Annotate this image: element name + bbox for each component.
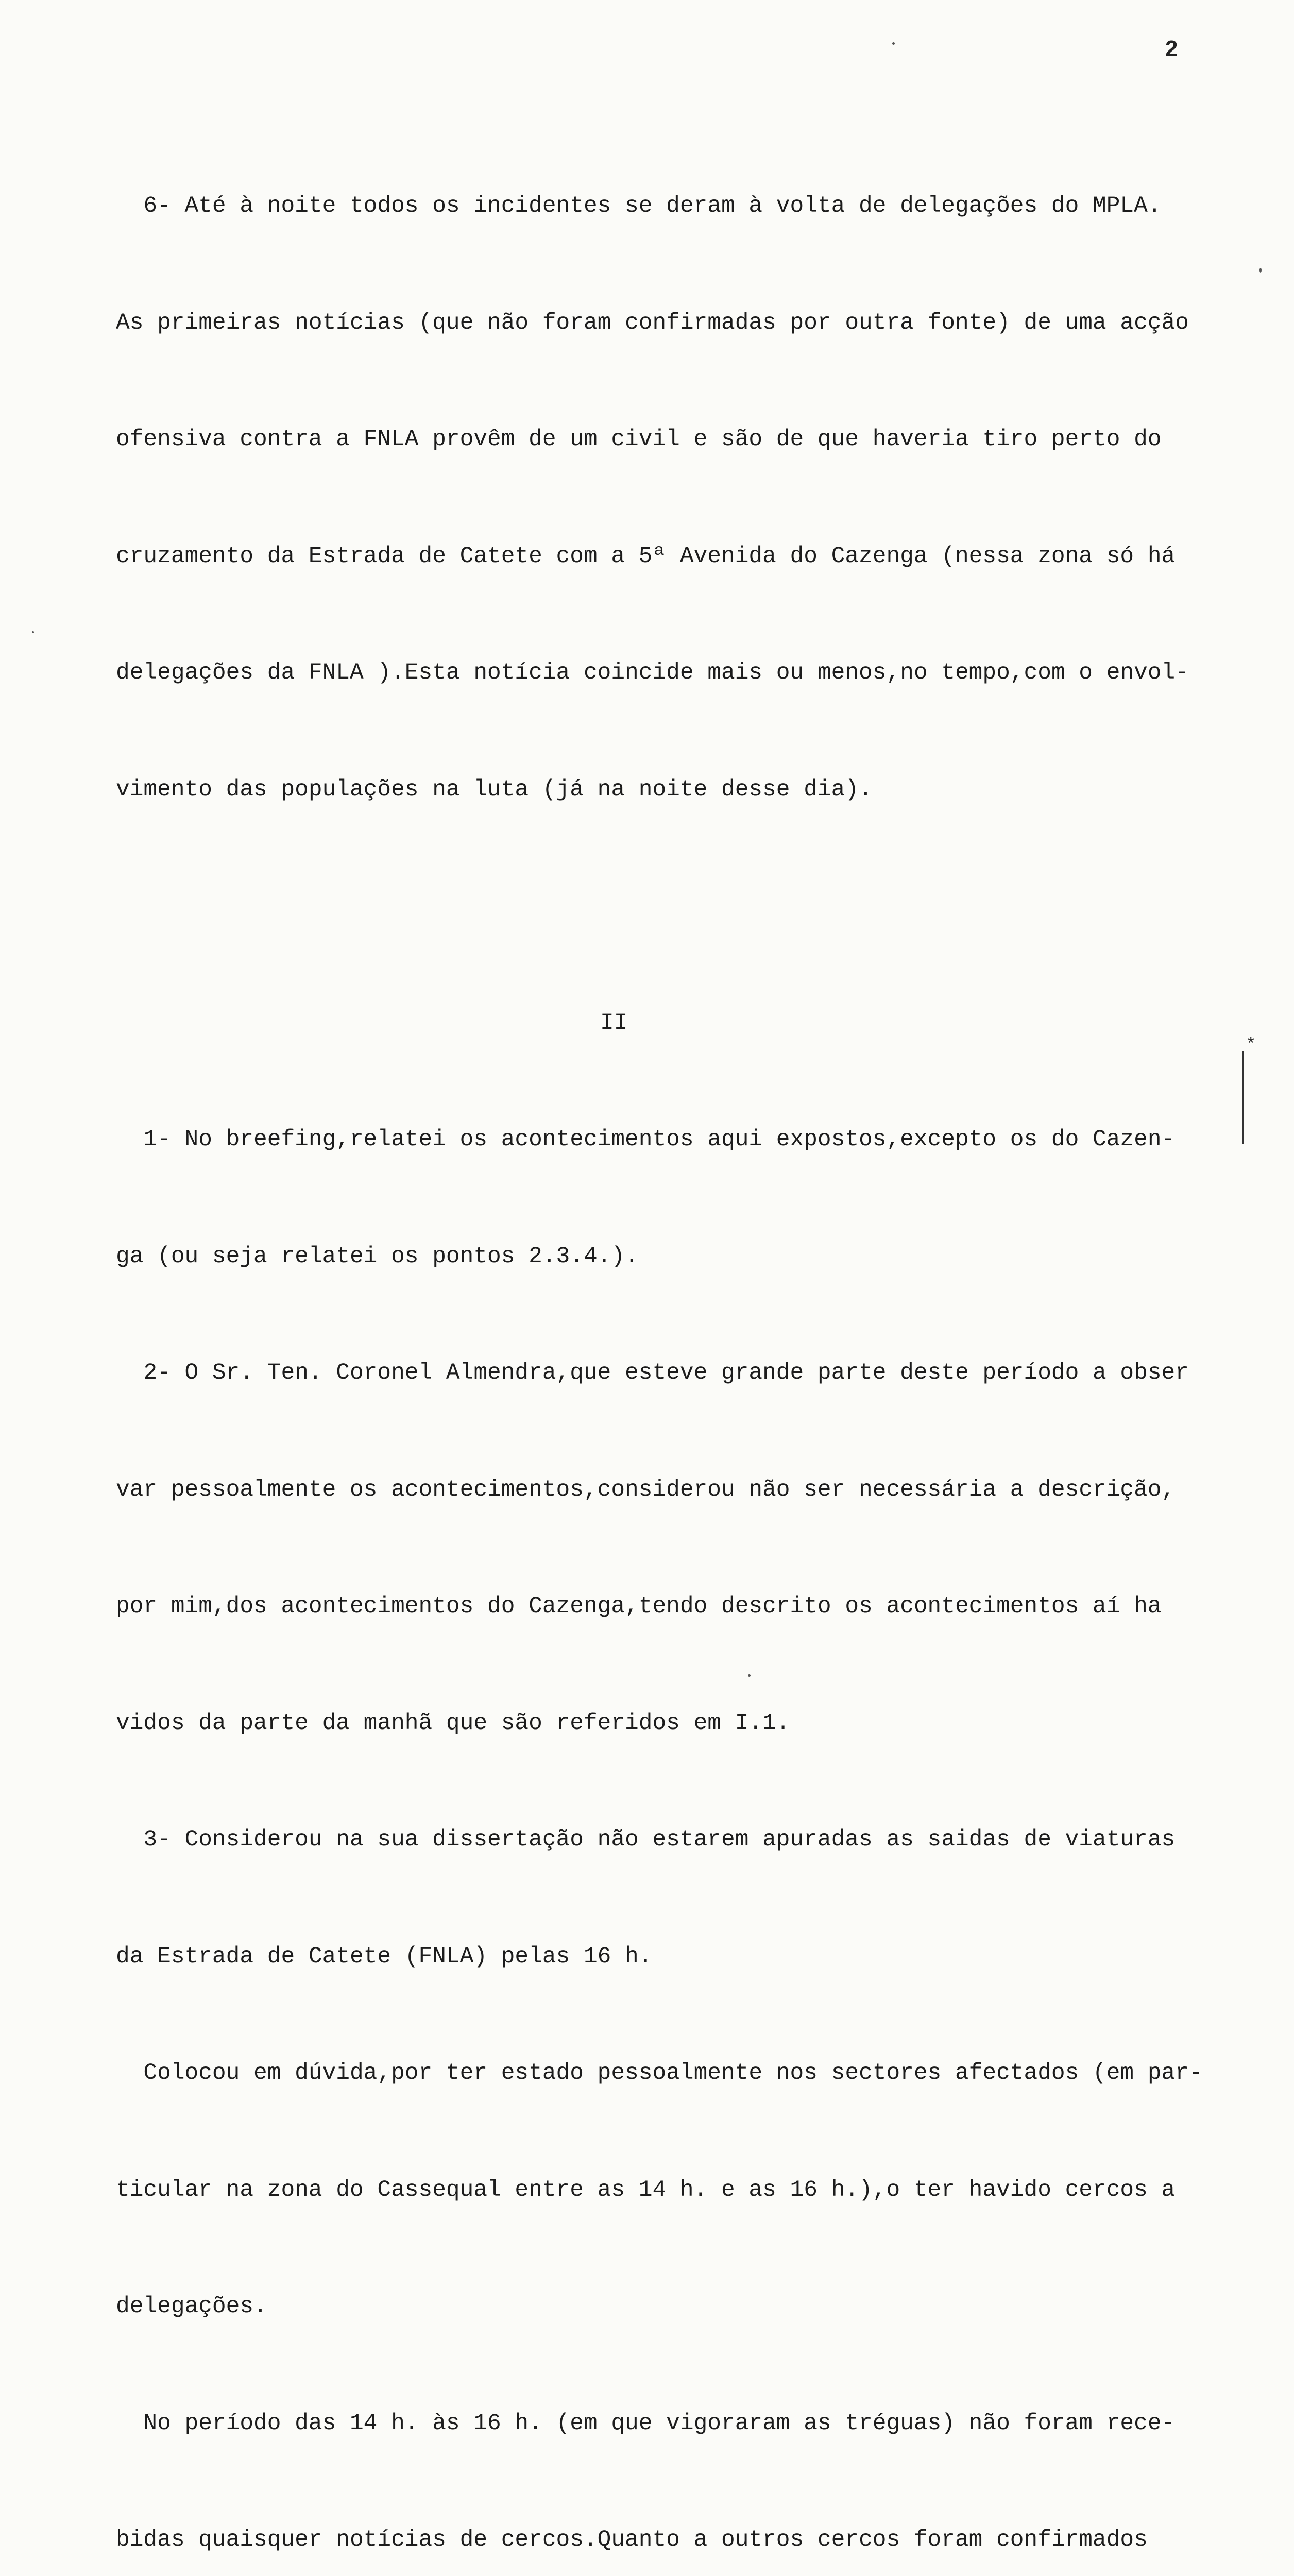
page-number: 2 — [1165, 36, 1178, 61]
ink-speck — [748, 1674, 751, 1677]
ink-speck — [1259, 268, 1262, 273]
blank-line — [116, 887, 1229, 926]
text-line: 6- Até à noite todos os incidentes se deram à volta de delegações do MPLA. — [116, 193, 1162, 219]
margin-bar — [1242, 1051, 1244, 1144]
text-line: No período das 14 h. às 16 h. (em que vigoraram as tréguas) não foram rece- — [116, 2410, 1176, 2436]
text-line: 2- O Sr. Ten. Coronel Almendra,que esteve grande parte deste período a obser — [116, 1360, 1189, 1386]
text-line: ga (ou seja relatei os pontos 2.3.4.). — [116, 1243, 639, 1269]
text-line: ticular na zona do Cassequal entre as 14 h. e as 16 h.),o ter havido cercos a — [116, 2177, 1176, 2203]
text-line: 3- Considerou na sua dissertação não estarem apuradas as saidas de viaturas — [116, 1827, 1176, 1853]
ink-speck — [32, 631, 34, 633]
text-line: vidos da parte da manhã que são referidos em I.1. — [116, 1710, 790, 1736]
section-heading: II — [600, 1010, 628, 1036]
text-line: bidas quaisquer notícias de cercos.Quanto a outros cercos foram confirmados — [116, 2527, 1148, 2553]
text-line: vimento das populações na luta (já na noite desse dia). — [116, 776, 873, 803]
text-line: da Estrada de Catete (FNLA) pelas 16 h. — [116, 1943, 653, 1970]
text-line: ofensiva contra a FNLA provêm de um civil e são de que haveria tiro perto do — [116, 427, 1162, 452]
text-line: As primeiras notícias (que não foram confirmadas por outra fonte) de uma acção — [116, 310, 1189, 336]
ink-speck — [892, 42, 895, 45]
text-line: var pessoalmente os acontecimentos,considerou não ser necessária a descrição, — [116, 1477, 1176, 1503]
text-line: por mim,dos acontecimentos do Cazenga,tendo descrito os acontecimentos aí ha — [116, 1594, 1162, 1619]
margin-mark: * — [1246, 1036, 1256, 1055]
text-line: cruzamento da Estrada de Catete com a 5ª Avenida do Cazenga (nessa zona só há — [116, 543, 1176, 569]
text-line: Colocou em dúvida,por ter estado pessoalmente nos sectores afectados (em par- — [116, 2060, 1203, 2086]
text-line: delegações. — [116, 2294, 267, 2319]
letter-body — [116, 109, 1229, 2576]
text-line: delegações da FNLA ).Esta notícia coincide mais ou menos,no tempo,com o envol- — [116, 660, 1189, 686]
text-line: 1- No breefing,relatei os acontecimentos aqui expostos,excepto os do Cazen- — [116, 1127, 1176, 1153]
